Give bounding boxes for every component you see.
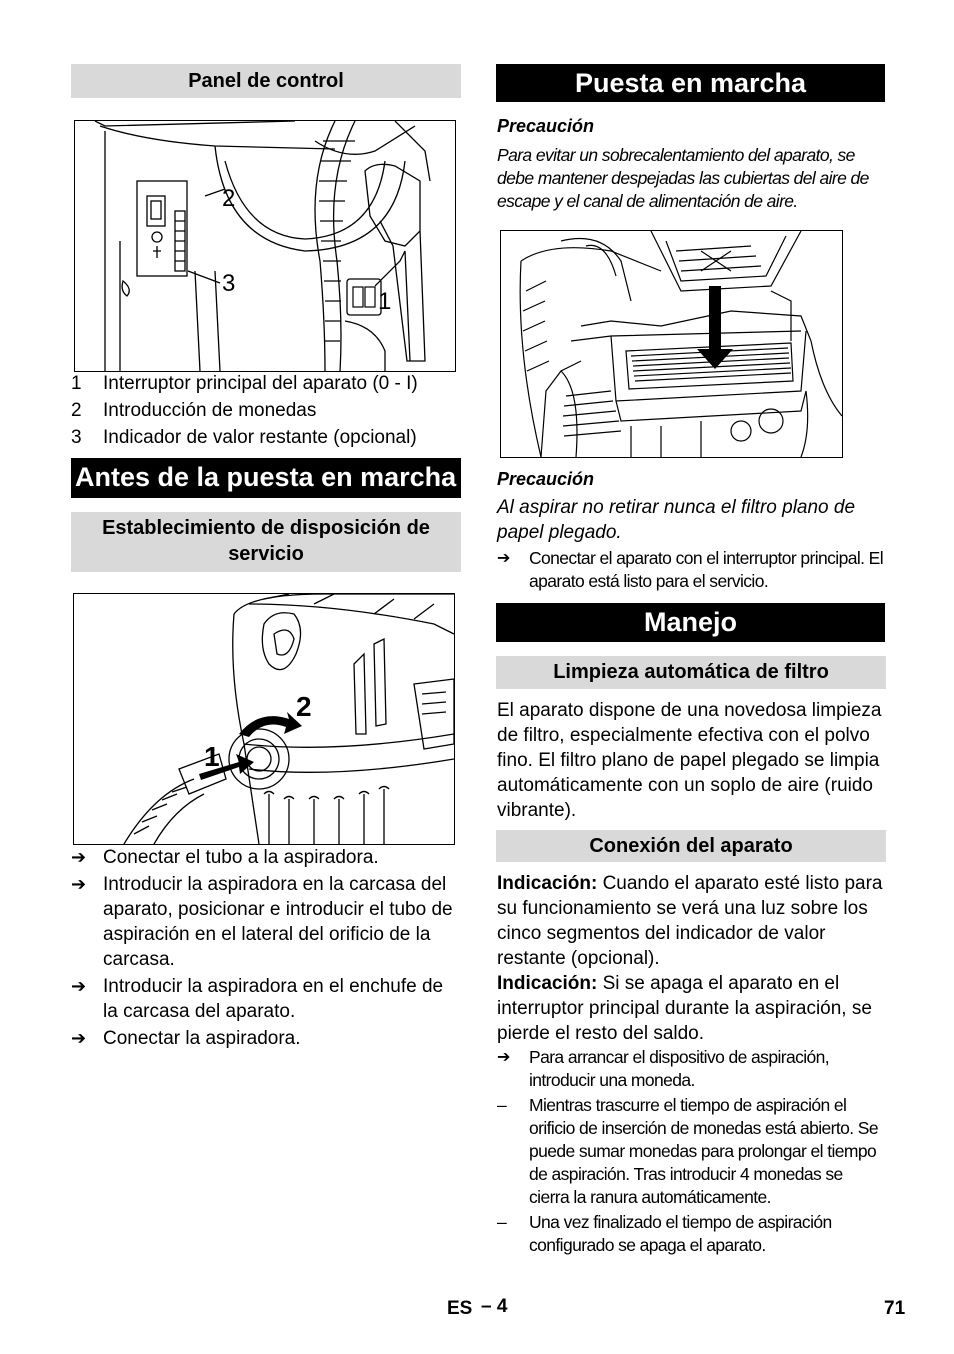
section-heading-before-startup: Antes de la puesta en marcha [71,458,461,498]
arrow-icon: ➔ [71,847,87,867]
list-item [497,1211,887,1257]
step-text: Conectar el tubo a la aspiradora. [103,847,379,868]
legend-number: 1 [71,373,82,394]
section-heading-startup: Puesta en marcha [496,64,885,102]
legend-number: 2 [71,400,82,421]
list-item [497,547,887,593]
note-text: Si se apaga el aparato en el interruptor principal durante la aspiración, se pierde el resto del saldo. [497,973,872,1044]
control-panel-illustration [75,121,455,371]
figure-legend [71,371,461,450]
caution-label: Precaución [497,116,595,136]
callout-3: 3 [222,270,236,297]
legend-text: Introducción de monedas [103,400,317,421]
section-heading-device-connection: Conexión del aparato [496,830,886,862]
control-panel-figure [74,120,456,372]
filter-illustration [501,231,842,457]
page-number: 71 [884,1298,906,1319]
caution-text: Para evitar un sobrecalentamiento del aparato, se debe mantener despejadas las cubiertas del aire de escape y el canal de alimentación de aire. [497,145,869,211]
note-label: Indicación: [497,873,598,894]
list-item [71,1026,461,1051]
startup-step [497,547,887,593]
step-text: Conectar la aspiradora. [103,1028,301,1049]
note-paragraph [497,871,885,971]
hose-connection-illustration [74,594,454,844]
list-item [71,974,461,1024]
item-text: Mientras trascurre el tiempo de aspiración el orificio de inserción de monedas está abierto. Se puede sumar monedas para prolongar el tiempo de aspiración. Tras introducir 4 monedas se cierra la ranura automáticamente. [529,1095,879,1207]
caution-text: Al aspirar no retirar nunca el filtro plano de papel plegado. [497,497,856,543]
note-paragraph [497,971,885,1046]
callout-1: 1 [378,288,392,315]
legend-text: Indicador de valor restante (opcional) [103,427,417,448]
callout-1: 1 [204,741,220,772]
note-label: Indicación: [497,973,598,994]
caution-label: Precaución [497,469,595,489]
section-heading-control-panel: Panel de control [71,64,461,98]
callout-2: 2 [296,691,312,722]
list-item [71,872,461,972]
list-item [497,1046,887,1092]
coin-steps [497,1046,887,1257]
legend-item [71,371,461,396]
legend-item [71,398,461,423]
note-text: Cuando el aparato esté listo para su funcionamiento se verá una luz sobre los cinco segmentos del indicador de valor restante (opcional). [497,873,883,969]
legend-item [71,425,461,450]
section-heading-setup: Establecimiento de disposición de servicio [71,512,461,572]
dash-icon: – [497,1212,507,1232]
arrow-icon: ➔ [71,976,87,996]
section-heading-filter-cleaning: Limpieza automática de filtro [496,656,886,689]
setup-steps [71,845,461,1051]
filter-figure [500,230,843,458]
section-heading-handling: Manejo [496,603,885,642]
arrow-icon: ➔ [71,1028,87,1048]
list-item [497,1094,887,1209]
step-text: Conectar el aparato con el interruptor principal. El aparato está listo para el servicio. [529,548,884,591]
hose-connection-figure [73,593,455,845]
item-text: Una vez finalizado el tiempo de aspiración configurado se apaga el aparato. [529,1212,832,1255]
legend-text: Interruptor principal del aparato (0 - I) [103,373,418,394]
step-text: Introducir la aspiradora en la carcasa del aparato, posicionar e introducir el tubo de aspiración en el lateral del orificio de la carcasa. [103,874,453,970]
callout-2: 2 [222,185,236,212]
dash-icon: – [497,1095,507,1115]
footer-language: ES [447,1298,473,1319]
step-text: Para arrancar el dispositivo de aspiración, introducir una moneda. [529,1047,830,1090]
list-item [71,845,461,870]
legend-number: 3 [71,427,82,448]
filter-paragraph: El aparato dispone de una novedosa limpieza de filtro, especialmente efectiva con el polvo fino. El filtro plano de papel plegado se limpia automáticamente con un soplo de aire (ruido vibrante). [497,700,882,821]
step-text: Introducir la aspiradora en el enchufe de la carcasa del aparato. [103,976,444,1022]
arrow-icon: ➔ [497,1049,510,1066]
arrow-icon: ➔ [71,874,87,894]
footer-page-indicator: – 4 [481,1296,508,1317]
arrow-icon: ➔ [497,550,510,567]
